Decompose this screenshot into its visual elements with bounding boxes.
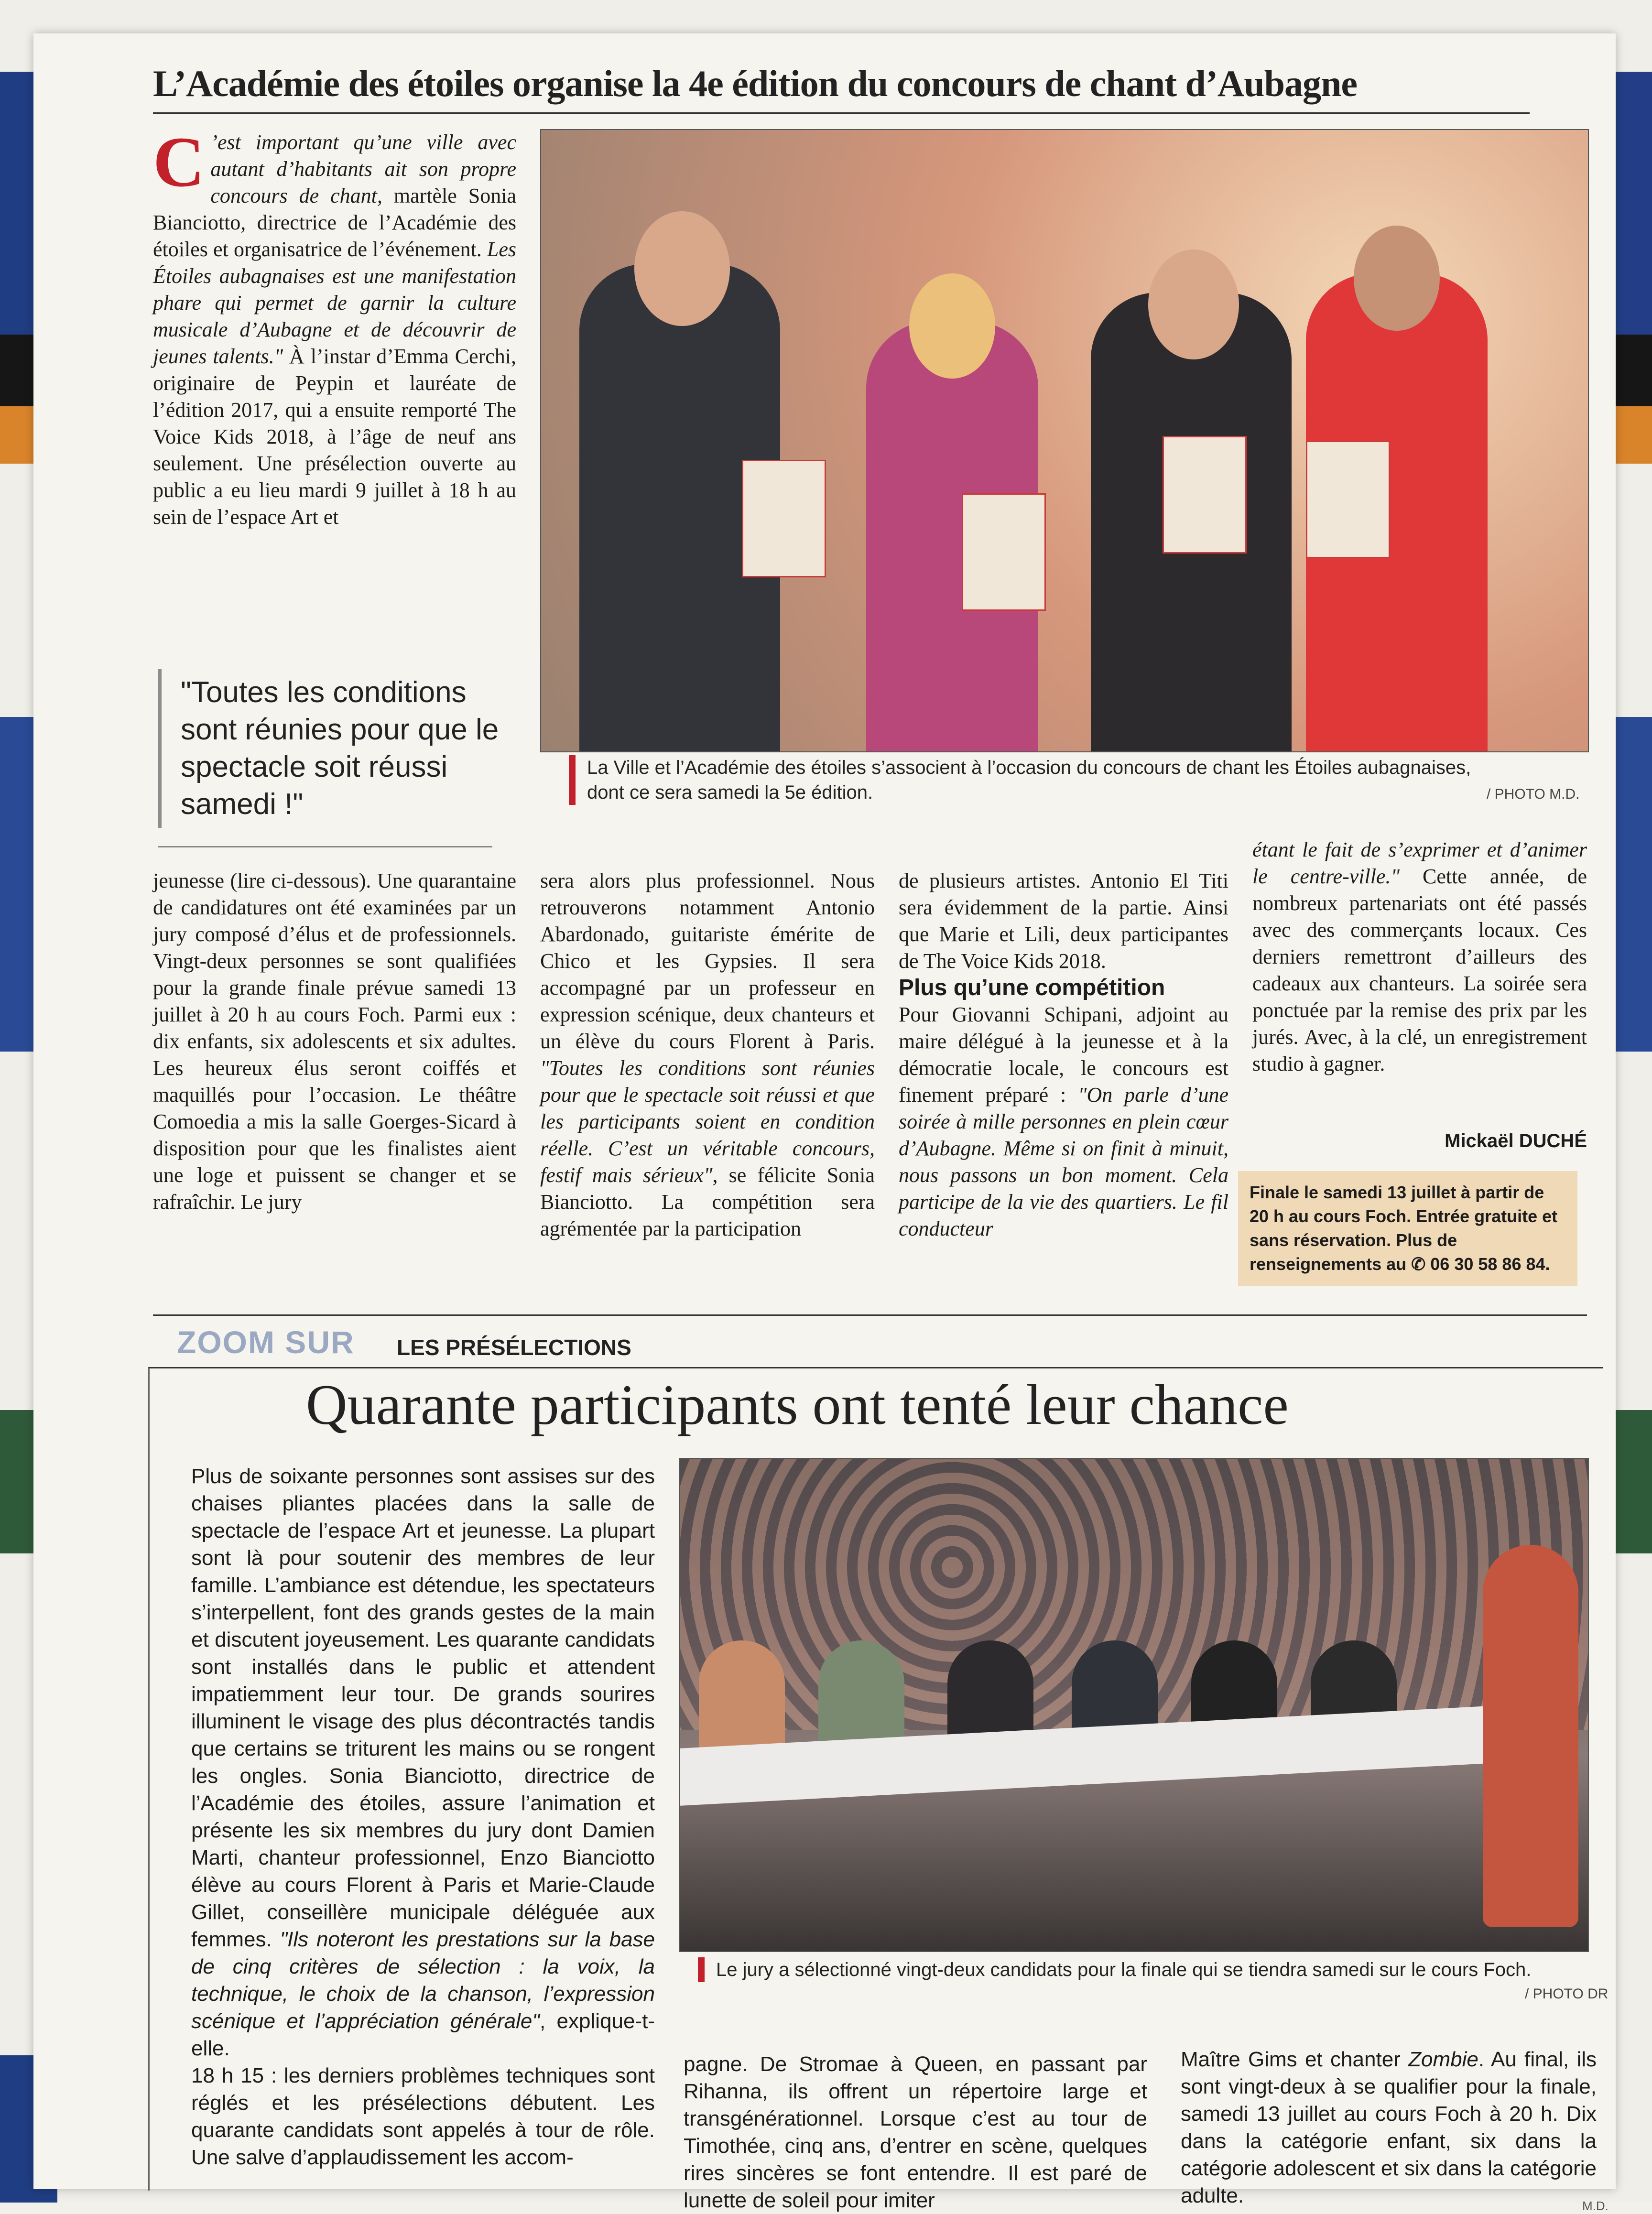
column-text: Cette année, de nombreux partenariats ont été passés avec des commerçants locaux. Ces derniers remettront d’ailleurs des cadeaux aux chanteurs. La soirée sera ponctuée par la remise des prix par les jurés. Avec, à la clé, un enregistrement studio à gagner.	[1252, 865, 1587, 1075]
author-byline: Mickaël DUCHÉ	[1445, 1130, 1587, 1151]
lead-quote-2: Les Étoiles aubagnaises est une manifestation phare qui permet de garnir la culture musicale d’Aubagne et de découvrir de jeunes talents."	[153, 238, 516, 368]
column-text: , se félicite Sonia Bianciotto. La compétition sera agrémentée par la participation	[540, 1163, 875, 1240]
article-column-1: jeunesse (lire ci-dessous). Une quarantaine de candidatures ont été examinées par un jury composé d’élus et de professionnels. Vingt-deux personnes se sont qualifiées pour la grande finale prévue samedi 13 juillet à 20 h au cours Foch. Parmi eux : dix enfants, six adolescents et six adultes. Les heureux élus seront coiffés et maquillés pour l’occasion. Le théâtre Comoedia a mis la salle Goerges-Sicard à disposition pour que les finalistes aient une loge et puissent se changer et se rafraîchir. Le jury	[153, 869, 516, 1214]
column-text: Maître Gims et chanter	[1181, 2048, 1409, 2071]
drop-cap: C	[153, 122, 205, 202]
photo-credit: / PHOTO M.D.	[1487, 786, 1580, 802]
pull-quote-rule	[158, 846, 492, 847]
lead-paragraph	[153, 122, 516, 531]
article-column-2	[540, 868, 875, 1242]
column-text: 18 h 15 : les derniers problèmes techniques sont réglés et les présélections débutent. Les quarante candidats sont appelés à tour de rôle. Une salve d’applaudissement les accom-	[191, 2064, 655, 2169]
zoom-column-1	[191, 1463, 655, 2171]
zoom-column-2: pagne. De Stromae à Queen, en passant par Rihanna, ils offrent un répertoire large et transgénérationnel. Lorsque c’est au tour de Timothée, cinq ans, d’entrer en scène, quelques rires sincères se font entendre. Il est paré de lunette de soleil pour imiter	[684, 2052, 1147, 2212]
zoom-column-3	[1181, 2046, 1597, 2209]
pull-quote: "Toutes les conditions sont réunies pour que le spectacle soit réussi samedi !"	[158, 669, 511, 828]
person-head	[1148, 250, 1239, 359]
photo-caption-2: Le jury a sélectionné vingt-deux candidats pour la finale qui se tiendra samedi sur le cours Foch.	[698, 1957, 1576, 1982]
info-box: Finale le samedi 13 juillet à partir de 20 h au cours Foch. Entrée gratuite et sans réservation. Plus de renseignements au ✆ 06 30 58 86 84.	[1238, 1171, 1577, 1286]
lead-text: martèle Sonia Bianciotto, directrice de l’Académie des étoiles et organisatrice de l’événement.	[153, 184, 516, 261]
presenter-standing	[1483, 1545, 1578, 1927]
lead-text-2: À l’instar d’Emma Cerchi, originaire de Peypin et lauréate de l’édition 2017, qui a ensuite remporté The Voice Kids 2018, à l’âge de neuf ans seulement. Une présélection ouverte au public a eu lieu mardi 9 juillet à 18 h au sein de l’espace Art et	[153, 345, 516, 529]
column-quote: "On parle d’une soirée à mille personnes en plein cœur d’Aubagne. Même si on finit à minuit, nous passons un bon moment. Cela participe de la vie des quartiers. Le fil conducteur	[899, 1083, 1228, 1240]
person-head	[1354, 226, 1440, 331]
article-column-4	[1252, 836, 1587, 1077]
photo-caption: La Ville et l’Académie des étoiles s’associent à l’occasion du concours de chant les Étoiles aubagnaises, dont ce sera samedi la 5e édition.	[569, 755, 1495, 805]
photo-four-people-with-flyers	[540, 129, 1589, 752]
person-head	[909, 273, 995, 379]
column-italic: Zombie	[1408, 2048, 1478, 2071]
column-quote: étant le fait de s’exprimer et d’animer le centre-ville."	[1252, 838, 1587, 888]
author-initials: M.D.	[1582, 2199, 1609, 2213]
photo-credit-2: / PHOTO DR	[1525, 1986, 1609, 2002]
article-column-3	[899, 868, 1228, 1242]
article-headline: L’Académie des étoiles organise la 4e édition du concours de chant d’Aubagne	[153, 63, 1357, 104]
flyer	[1306, 441, 1390, 558]
zoom-subtitle: LES PRÉSÉLECTIONS	[397, 1335, 631, 1360]
column-text: Plus de soixante personnes sont assises sur des chaises pliantes placées dans la salle de spectacle de l’espace Art et jeunesse. La plupart sont là pour soutenir des membres de leur famille. L’ambiance est détendue, les spectateurs s’interpellent, font des grands gestes de la main et discutent joyeusement. Les quarante candidats sont installés dans le public et attendent impatiemment leur tour. De grands sourires illuminent le visage des plus décontractés tandis que certains se triturent les mains ou se rongent les ongles. Sonia Bianciotto, directrice de l’Académie des étoiles, assure l’animation et présente les six membres du jury dont Damien Marti, chanteur professionnel, Enzo Bianciotto élève au cours Florent à Paris et Marie-Claude Gillet, conseillère municipale déléguée aux femmes.	[191, 1465, 655, 1951]
flyer	[962, 493, 1046, 611]
section-rule	[153, 1314, 1587, 1316]
second-headline: Quarante participants ont tenté leur chance	[306, 1373, 1289, 1436]
column-text: Pour Giovanni Schipani, adjoint au maire délégué à la jeunesse et à la démocratie locale, le concours est finement préparé :	[899, 1003, 1228, 1107]
section-subhead: Plus qu’une compétition	[899, 975, 1165, 1000]
photo-jury-table	[679, 1458, 1589, 1952]
flyer	[742, 460, 826, 577]
column-text: de plusieurs artistes. Antonio El Titi sera évidemment de la partie. Ainsi que Marie et Lili, deux participantes de The Voice Kids 2018.	[899, 869, 1228, 973]
zoom-label: ZOOM SUR	[177, 1324, 355, 1360]
column-text: . Au final, ils sont vingt-deux à se qualifier pour la finale, samedi 13 juillet au cours Foch à 20 h. Dix dans la catégorie enfant, six dans la catégorie adolescent et six dans la catégorie adulte.	[1181, 2048, 1597, 2207]
column-text: , explique-t-elle.	[191, 2009, 655, 2060]
lead-quote: ’est important qu’une ville avec autant d’habitants ait son propre concours de chant,	[210, 130, 516, 207]
newspaper-clipping	[33, 33, 1616, 2213]
flyer	[1163, 436, 1247, 554]
person-head	[634, 211, 730, 326]
column-text: sera alors plus professionnel. Nous retrouverons notamment Antonio Abardonado, guitariste émérite de Chico et les Gypsies. Il sera accompagné par un professeur en expression scénique, deux chanteurs et un élève du cours Florent à Paris.	[540, 869, 875, 1053]
headline-rule	[153, 112, 1530, 114]
column-quote: "Toutes les conditions sont réunies pour que le spectacle soit réussi et que les participants soient en condition réelle. C’est un véritable concours, festif mais sérieux"	[540, 1056, 875, 1187]
column-quote: "Ils noteront les prestations sur la base de cinq critères de sélection : la voix, la technique, le choix de la chanson, l’expression scénique et l’appréciation générale"	[191, 1928, 655, 2033]
